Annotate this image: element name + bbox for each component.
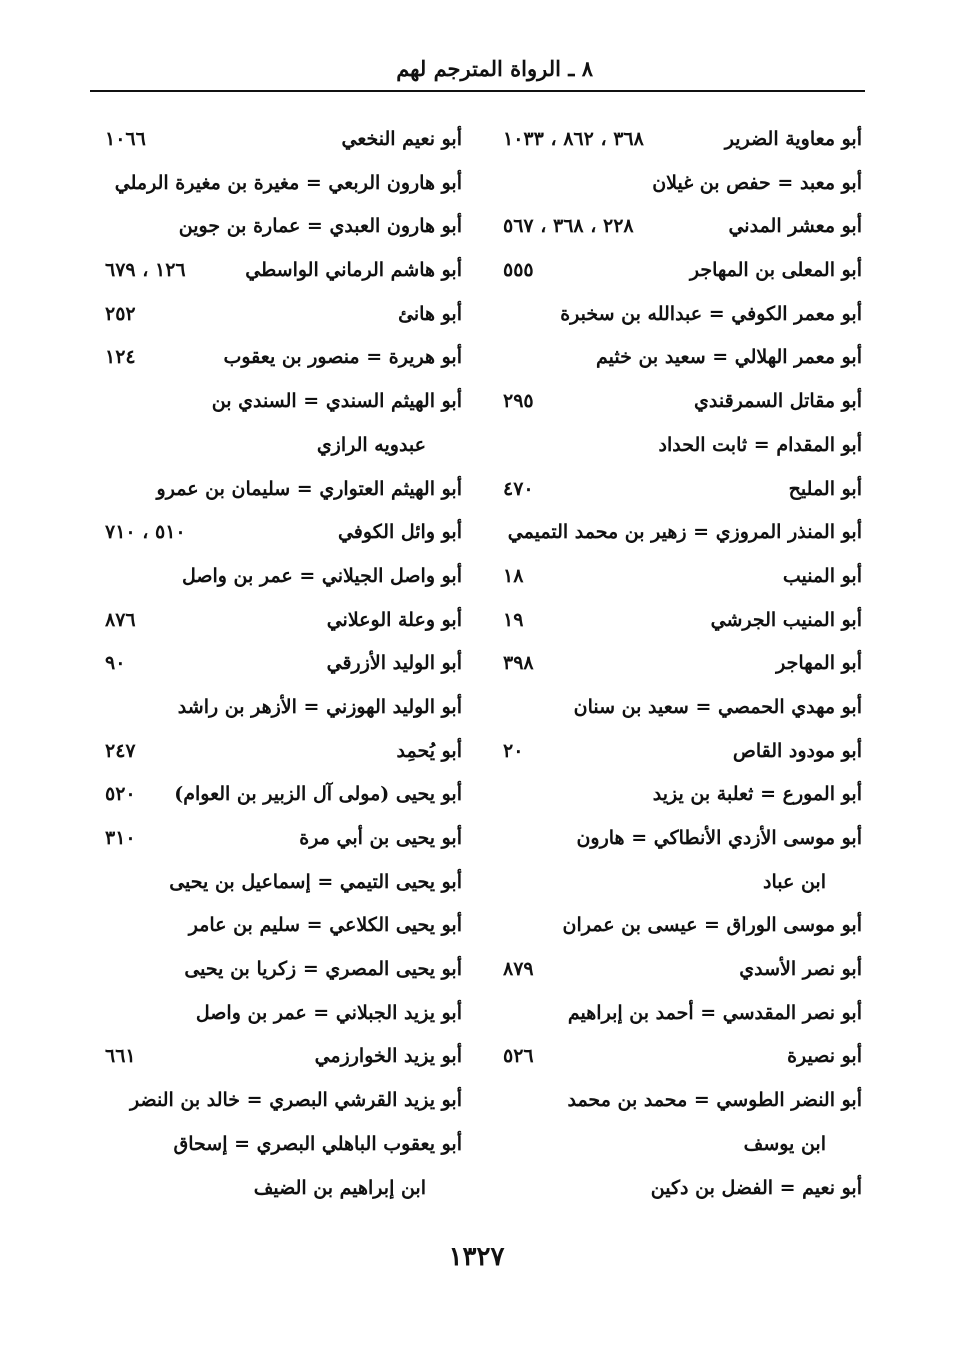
entry-name: أبو المنيب الجرشي: [710, 608, 862, 631]
index-entry: [95, 1127, 462, 1171]
index-entry-continuation: [485, 865, 862, 909]
index-entry: [485, 1039, 862, 1083]
index-entry: [95, 1083, 462, 1127]
entry-pages: ٥٢٦: [503, 1045, 534, 1068]
running-header: [90, 48, 865, 92]
entry-name: أبو موسى الوراق = عيسى بن عمران: [562, 914, 862, 937]
entry-name: أبو المورع = ثعلبة بن يزيد: [652, 783, 862, 806]
index-entry: [485, 297, 862, 341]
index-entry: [95, 559, 462, 603]
entry-name: أبو يُحمِد: [396, 739, 462, 762]
index-entry: [485, 559, 862, 603]
entry-name: أبو هريرة = منصور بن يعقوب: [223, 346, 462, 369]
index-entry: [485, 952, 862, 996]
entry-pages: ٦٦١: [105, 1045, 136, 1068]
entry-name: أبو المنيب: [782, 564, 862, 587]
entry-pages: ٢٠: [503, 739, 524, 762]
index-entry: [485, 777, 862, 821]
entry-name: أبو يحيى المصري = زكريا بن يحيى: [184, 958, 462, 981]
entry-name: أبو وعلة الوعلاني: [326, 608, 462, 631]
index-entry: [485, 472, 862, 516]
index-entry: [95, 865, 462, 909]
index-entry: [485, 253, 862, 297]
entry-name: أبو موسى الأزدي الأنطاكي = هارون: [576, 827, 862, 849]
index-entry-continuation: [95, 1171, 462, 1215]
index-entry: [95, 603, 462, 647]
index-entry: [95, 209, 462, 253]
index-entry: [485, 515, 862, 559]
entry-name: أبو يحيى (مولى آل الزبير بن العوام): [174, 783, 462, 806]
entry-name: أبو يزيد القرشي البصري = خالد بن النضر: [130, 1089, 462, 1112]
index-entry: [95, 340, 462, 384]
index-entry: [485, 603, 862, 647]
entry-pages: ٣٩٨: [503, 652, 534, 675]
index-entry: [95, 952, 462, 996]
index-entry: [95, 996, 462, 1040]
index-entry: [485, 384, 862, 428]
entry-name: أبو المقدام = ثابت الحداد: [658, 433, 862, 456]
entry-pages: ١٢٦ ، ٦٧٩: [105, 259, 186, 282]
index-entry: [485, 908, 862, 952]
header-title: ٨ ـ الرواة المترجم لهم: [396, 56, 593, 81]
entry-name: أبو هاشم الرماني الواسطي: [245, 259, 462, 282]
entry-name-continuation: ابن يوسف: [743, 1132, 826, 1155]
entry-pages: ٣١٠: [105, 827, 136, 849]
entry-name: أبو واصل الجيلاني = عمر بن واصل: [181, 564, 462, 587]
entry-pages: ٨٧٩: [503, 958, 534, 981]
entry-pages: ٢٩٥: [503, 390, 534, 413]
entry-pages: ٢٥٢: [105, 302, 136, 325]
entry-pages: ٥٢٠: [105, 783, 136, 806]
entry-pages: ٨٧٦: [105, 608, 136, 631]
page-number: ١٣٢٧: [448, 1242, 505, 1272]
entry-pages: ١٩: [503, 608, 524, 631]
entry-name: أبو معاوية الضرير: [724, 128, 862, 150]
entry-name: أبو معمر الهلالي = سعيد بن خثيم: [596, 346, 862, 369]
entry-name: أبو نعيم النخعي: [341, 128, 462, 150]
entry-name: أبو يحيى بن أبي مرة: [299, 827, 462, 849]
entry-name: أبو يحيى الكلاعي = سليم بن عامر: [188, 914, 462, 937]
entry-name: أبو هارون العبدي = عمارة بن جوين: [178, 215, 462, 238]
entry-name: أبو نصيرة: [787, 1045, 862, 1068]
entry-name: أبو المعلى بن المهاجر: [689, 259, 862, 282]
entry-pages: ١٠٦٦: [105, 128, 146, 150]
entry-name: أبو وائل الكوفي: [337, 521, 462, 544]
index-column-right: [485, 122, 862, 1214]
index-entry: [485, 690, 862, 734]
entry-name: أبو معبد = حفص بن غيلان: [652, 171, 862, 194]
index-entry: [95, 690, 462, 734]
index-entry: [95, 821, 462, 865]
entry-name: أبو مودود القاص: [732, 739, 862, 762]
entry-name: أبو يحيى التيمي = إسماعيل بن يحيى: [169, 870, 462, 893]
index-entry: [95, 908, 462, 952]
index-entry: [485, 646, 862, 690]
index-entry: [485, 122, 862, 166]
entry-name: أبو الوليد الهوزني = الأزهر بن راشد: [177, 695, 462, 718]
entry-pages: ١٢٤: [105, 346, 136, 369]
entry-name: أبو المهاجر: [776, 652, 862, 675]
entry-pages: ٢٢٨ ، ٣٦٨ ، ٥٦٧: [503, 215, 634, 238]
entry-pages: ٥١٠ ، ٧١٠: [105, 521, 186, 544]
index-entry: [485, 1083, 862, 1127]
index-entry: [95, 734, 462, 778]
index-entry: [95, 472, 462, 516]
index-entry: [95, 166, 462, 210]
index-entry: [485, 734, 862, 778]
entry-name: أبو الهيثم العتواري = سليمان بن عمرو: [156, 477, 462, 500]
entry-pages: ٢٤٧: [105, 739, 136, 762]
entry-name: أبو النضر الطوسي = محمد بن محمد: [567, 1089, 862, 1112]
entry-name: أبو المليح: [788, 477, 862, 500]
index-entry: [95, 777, 462, 821]
entry-name: أبو هارون الربعي = مغيرة بن مغيرة الرملي: [114, 171, 462, 194]
index-entry: [95, 384, 462, 428]
index-entry: [95, 646, 462, 690]
index-entry: [95, 253, 462, 297]
index-entry: [485, 209, 862, 253]
entry-name: أبو الوليد الأزرقي: [326, 652, 462, 675]
index-entry-continuation: [485, 1127, 862, 1171]
index-entry: [485, 821, 862, 865]
entry-name: أبو نعيم = الفضل بن دكين: [650, 1176, 862, 1199]
entry-name: أبو يزيد الجبلاني = عمر بن واصل: [195, 1001, 462, 1024]
index-entry: [485, 340, 862, 384]
index-column-left: [95, 122, 462, 1214]
index-entry: [485, 428, 862, 472]
index-entry: [95, 515, 462, 559]
entry-name-continuation: ابن إبراهيم بن الضيف: [253, 1176, 426, 1199]
entry-name: أبو نصر المقدسي = أحمد بن إبراهيم: [567, 1001, 862, 1024]
entry-name: أبو مهدي الحمصي = سعيد بن سنان: [573, 695, 862, 718]
index-entry: [485, 1171, 862, 1215]
entry-name: أبو يزيد الخوارزمي: [314, 1045, 462, 1068]
entry-name: أبو نصر الأسدي: [739, 958, 862, 981]
entry-name-continuation: ابن عباد: [763, 870, 826, 893]
entry-pages: ٥٥٥: [503, 259, 534, 282]
entry-name: أبو مقاتل السمرقندي: [693, 390, 862, 413]
index-entry-continuation: [95, 428, 462, 472]
entry-pages: ٣٦٨ ، ٨٦٢ ، ١٠٣٣: [503, 128, 644, 150]
entry-name: أبو الهيثم السندي = السندي بن: [211, 390, 462, 413]
entry-pages: ٤٧٠: [503, 477, 534, 500]
index-entry: [95, 297, 462, 341]
entry-name: أبو يعقوب الباهلي البصري = إسحاق: [173, 1132, 462, 1155]
index-entry: [95, 1039, 462, 1083]
entry-name: أبو هانئ: [398, 302, 462, 325]
entry-pages: ١٨: [503, 564, 524, 587]
entry-name: أبو معمر الكوفي = عبدالله بن سخبرة: [560, 302, 862, 325]
entry-name: أبو المنذر المروزي = زهير بن محمد التميمي: [507, 521, 862, 544]
entry-name: أبو معشر المدني: [728, 215, 862, 238]
entry-name-continuation: عبدويه الرازي: [316, 433, 426, 456]
index-entry: [95, 122, 462, 166]
entry-pages: ٩٠: [105, 652, 126, 675]
index-entry: [485, 166, 862, 210]
index-entry: [485, 996, 862, 1040]
